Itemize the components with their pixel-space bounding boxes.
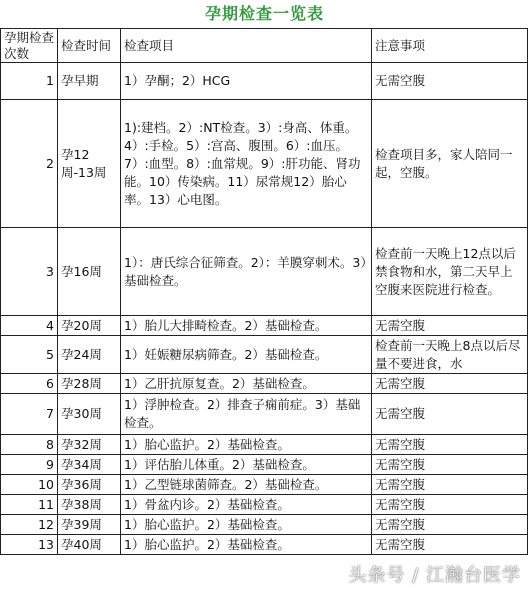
checkup-notes: 检查项目多，家人陪同一起，空腹。	[372, 100, 528, 228]
checkup-time: 孕20周	[58, 316, 121, 336]
checkup-number: 11	[1, 495, 58, 515]
checkup-items: 1）妊娠糖尿病筛查。2）基础检查。	[121, 336, 372, 374]
checkup-notes: 无需空腹	[372, 374, 528, 394]
checkup-number: 5	[1, 336, 58, 374]
table-row	[1, 394, 528, 435]
checkup-items: 1）胎心监护。2）基础检查。	[121, 515, 372, 535]
table-row	[1, 374, 528, 394]
checkup-notes: 无需空腹	[372, 455, 528, 475]
header-count: 孕期检查次数	[1, 29, 58, 63]
checkup-time: 孕36周	[58, 475, 121, 495]
checkup-time: 孕16周	[58, 228, 121, 316]
checkup-number: 4	[1, 316, 58, 336]
table-row	[1, 228, 528, 316]
checkup-number: 3	[1, 228, 58, 316]
checkup-number: 6	[1, 374, 58, 394]
checkup-notes: 无需空腹	[372, 515, 528, 535]
checkup-items: 1）孕酮；2）HCG	[121, 63, 372, 100]
checkup-items: 1）评估胎儿体重。2）基础检查。	[121, 455, 372, 475]
checkup-time: 孕早期	[58, 63, 121, 100]
checkup-time: 孕24周	[58, 336, 121, 374]
checkup-items: 1):建档。2）:NT检查。3）:身高、体重。4）:手检。5）:宫高、腹围。6）:血压。7）:血型。8）:血常规。9）:肝功能、肾功能。10）传染病。11）尿常规12）胎心率。13）心电图。	[121, 100, 372, 228]
header-time: 检查时间	[58, 29, 121, 63]
checkup-items: 1）骨盆内诊。2）基础检查。	[121, 495, 372, 515]
checkup-time: 孕32周	[58, 435, 121, 455]
pregnancy-checkup-table	[0, 28, 528, 555]
checkup-notes: 无需空腹	[372, 316, 528, 336]
checkup-notes: 检查前一天晚上8点以后尽量不要进食，水	[372, 336, 528, 374]
checkup-notes: 无需空腹	[372, 63, 528, 100]
table-row	[1, 515, 528, 535]
table-row	[1, 475, 528, 495]
table-header-row	[1, 29, 528, 63]
checkup-number: 1	[1, 63, 58, 100]
checkup-items: 1）胎心监护。2）基础检查。	[121, 435, 372, 455]
table-row	[1, 316, 528, 336]
checkup-notes: 无需空腹	[372, 435, 528, 455]
checkup-notes: 检查前一天晚上12点以后禁食物和水，第二天早上空腹来医院进行检查。	[372, 228, 528, 316]
checkup-number: 12	[1, 515, 58, 535]
table-row	[1, 63, 528, 100]
table-row	[1, 455, 528, 475]
checkup-number: 13	[1, 535, 58, 555]
checkup-items: 1）乙肝抗原复查。2）基础检查。	[121, 374, 372, 394]
table-row	[1, 435, 528, 455]
checkup-items: 1）乙型链球菌筛查。2）基础检查。	[121, 475, 372, 495]
checkup-notes: 无需空腹	[372, 495, 528, 515]
checkup-notes: 无需空腹	[372, 475, 528, 495]
checkup-time: 孕38周	[58, 495, 121, 515]
checkup-time: 孕34周	[58, 455, 121, 475]
checkup-items: 1）胎儿大排畸检查。2）基础检查。	[121, 316, 372, 336]
checkup-number: 7	[1, 394, 58, 435]
checkup-notes: 无需空腹	[372, 394, 528, 435]
header-notes: 注意事项	[372, 29, 528, 63]
checkup-items: 1）：唐氏综合征筛查。2）：羊膜穿刺术。3）基础检查。	[121, 228, 372, 316]
table-row	[1, 100, 528, 228]
table-row	[1, 535, 528, 555]
checkup-items: 1）浮肿检查。2）排查子痫前症。3）基础检查。	[121, 394, 372, 435]
table-row	[1, 495, 528, 515]
checkup-number: 8	[1, 435, 58, 455]
checkup-time: 孕12周-13周	[58, 100, 121, 228]
checkup-number: 9	[1, 455, 58, 475]
checkup-time: 孕40周	[58, 535, 121, 555]
table-row	[1, 336, 528, 374]
page-title: 孕期检查一览表	[204, 4, 324, 23]
checkup-number: 10	[1, 475, 58, 495]
checkup-time: 孕39周	[58, 515, 121, 535]
checkup-time: 孕30周	[58, 394, 121, 435]
header-items: 检查项目	[121, 29, 372, 63]
checkup-items: 1）胎心监护。2）基础检查。	[121, 535, 372, 555]
watermark: 头条号 / 江瀚台医学	[348, 565, 521, 586]
checkup-notes: 无需空腹	[372, 535, 528, 555]
checkup-number: 2	[1, 100, 58, 228]
checkup-time: 孕28周	[58, 374, 121, 394]
